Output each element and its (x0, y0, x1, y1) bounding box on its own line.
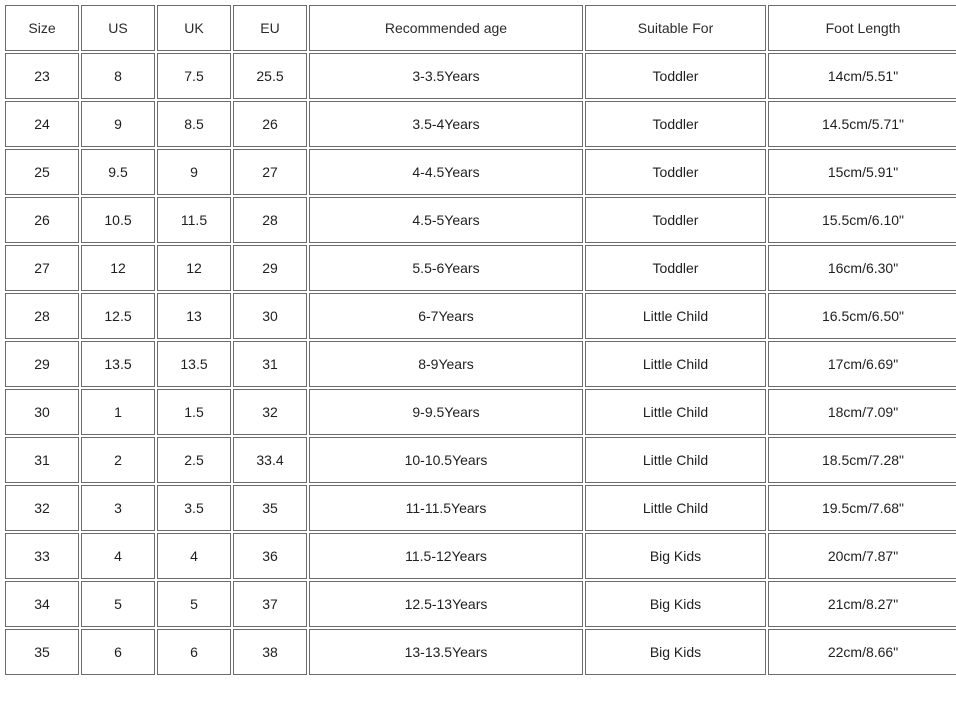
cell-suitable-for: Little Child (585, 341, 766, 387)
cell-recommended-age: 6-7Years (309, 293, 583, 339)
cell-us: 9 (81, 101, 155, 147)
cell-us: 3 (81, 485, 155, 531)
cell-suitable-for: Little Child (585, 389, 766, 435)
table-row (5, 437, 956, 483)
cell-us: 9.5 (81, 149, 155, 195)
cell-size: 27 (5, 245, 79, 291)
cell-size: 33 (5, 533, 79, 579)
cell-size: 29 (5, 341, 79, 387)
cell-eu: 36 (233, 533, 307, 579)
header-suitable-for: Suitable For (585, 5, 766, 51)
header-size: Size (5, 5, 79, 51)
cell-eu: 37 (233, 581, 307, 627)
table-row (5, 581, 956, 627)
cell-suitable-for: Little Child (585, 437, 766, 483)
table-row (5, 197, 956, 243)
table-row (5, 341, 956, 387)
cell-uk: 3.5 (157, 485, 231, 531)
cell-eu: 38 (233, 629, 307, 675)
cell-eu: 30 (233, 293, 307, 339)
cell-size: 25 (5, 149, 79, 195)
cell-recommended-age: 13-13.5Years (309, 629, 583, 675)
table-row (5, 245, 956, 291)
cell-eu: 26 (233, 101, 307, 147)
cell-uk: 4 (157, 533, 231, 579)
cell-recommended-age: 11.5-12Years (309, 533, 583, 579)
cell-eu: 28 (233, 197, 307, 243)
cell-uk: 13 (157, 293, 231, 339)
cell-us: 1 (81, 389, 155, 435)
cell-us: 4 (81, 533, 155, 579)
cell-recommended-age: 4-4.5Years (309, 149, 583, 195)
table-row (5, 389, 956, 435)
cell-suitable-for: Little Child (585, 485, 766, 531)
cell-foot-length: 19.5cm/7.68" (768, 485, 956, 531)
cell-suitable-for: Toddler (585, 245, 766, 291)
cell-uk: 13.5 (157, 341, 231, 387)
cell-foot-length: 16cm/6.30" (768, 245, 956, 291)
cell-recommended-age: 11-11.5Years (309, 485, 583, 531)
cell-foot-length: 15.5cm/6.10" (768, 197, 956, 243)
cell-uk: 7.5 (157, 53, 231, 99)
cell-suitable-for: Big Kids (585, 533, 766, 579)
cell-eu: 35 (233, 485, 307, 531)
cell-suitable-for: Little Child (585, 293, 766, 339)
cell-uk: 9 (157, 149, 231, 195)
cell-uk: 2.5 (157, 437, 231, 483)
cell-size: 35 (5, 629, 79, 675)
header-eu: EU (233, 5, 307, 51)
cell-foot-length: 20cm/7.87" (768, 533, 956, 579)
cell-suitable-for: Toddler (585, 53, 766, 99)
cell-us: 12.5 (81, 293, 155, 339)
cell-us: 5 (81, 581, 155, 627)
cell-foot-length: 18cm/7.09" (768, 389, 956, 435)
cell-suitable-for: Toddler (585, 197, 766, 243)
cell-eu: 25.5 (233, 53, 307, 99)
cell-foot-length: 21cm/8.27" (768, 581, 956, 627)
cell-eu: 27 (233, 149, 307, 195)
header-foot-length: Foot Length (768, 5, 956, 51)
cell-size: 28 (5, 293, 79, 339)
header-us: US (81, 5, 155, 51)
cell-uk: 12 (157, 245, 231, 291)
cell-size: 30 (5, 389, 79, 435)
cell-suitable-for: Big Kids (585, 581, 766, 627)
table-row (5, 629, 956, 675)
cell-recommended-age: 3-3.5Years (309, 53, 583, 99)
cell-recommended-age: 9-9.5Years (309, 389, 583, 435)
table-header (5, 5, 956, 51)
cell-recommended-age: 12.5-13Years (309, 581, 583, 627)
table-row (5, 485, 956, 531)
table-body (5, 53, 956, 675)
header-recommended-age: Recommended age (309, 5, 583, 51)
cell-eu: 33.4 (233, 437, 307, 483)
cell-us: 10.5 (81, 197, 155, 243)
cell-suitable-for: Toddler (585, 149, 766, 195)
cell-suitable-for: Big Kids (585, 629, 766, 675)
table-row (5, 533, 956, 579)
cell-eu: 31 (233, 341, 307, 387)
table-row (5, 149, 956, 195)
cell-uk: 1.5 (157, 389, 231, 435)
cell-size: 26 (5, 197, 79, 243)
cell-uk: 5 (157, 581, 231, 627)
cell-foot-length: 17cm/6.69" (768, 341, 956, 387)
cell-recommended-age: 3.5-4Years (309, 101, 583, 147)
cell-recommended-age: 4.5-5Years (309, 197, 583, 243)
cell-foot-length: 14cm/5.51" (768, 53, 956, 99)
size-chart-table (3, 3, 956, 677)
cell-size: 34 (5, 581, 79, 627)
cell-eu: 32 (233, 389, 307, 435)
cell-size: 32 (5, 485, 79, 531)
cell-size: 31 (5, 437, 79, 483)
cell-us: 12 (81, 245, 155, 291)
cell-eu: 29 (233, 245, 307, 291)
table-row (5, 53, 956, 99)
cell-recommended-age: 5.5-6Years (309, 245, 583, 291)
cell-foot-length: 15cm/5.91" (768, 149, 956, 195)
cell-foot-length: 14.5cm/5.71" (768, 101, 956, 147)
cell-recommended-age: 10-10.5Years (309, 437, 583, 483)
cell-recommended-age: 8-9Years (309, 341, 583, 387)
cell-size: 23 (5, 53, 79, 99)
header-row (5, 5, 956, 51)
cell-us: 13.5 (81, 341, 155, 387)
table-row (5, 293, 956, 339)
table-row (5, 101, 956, 147)
cell-uk: 6 (157, 629, 231, 675)
cell-us: 8 (81, 53, 155, 99)
header-uk: UK (157, 5, 231, 51)
cell-foot-length: 16.5cm/6.50" (768, 293, 956, 339)
cell-uk: 8.5 (157, 101, 231, 147)
cell-foot-length: 22cm/8.66" (768, 629, 956, 675)
cell-us: 2 (81, 437, 155, 483)
cell-suitable-for: Toddler (585, 101, 766, 147)
cell-foot-length: 18.5cm/7.28" (768, 437, 956, 483)
cell-uk: 11.5 (157, 197, 231, 243)
cell-size: 24 (5, 101, 79, 147)
cell-us: 6 (81, 629, 155, 675)
